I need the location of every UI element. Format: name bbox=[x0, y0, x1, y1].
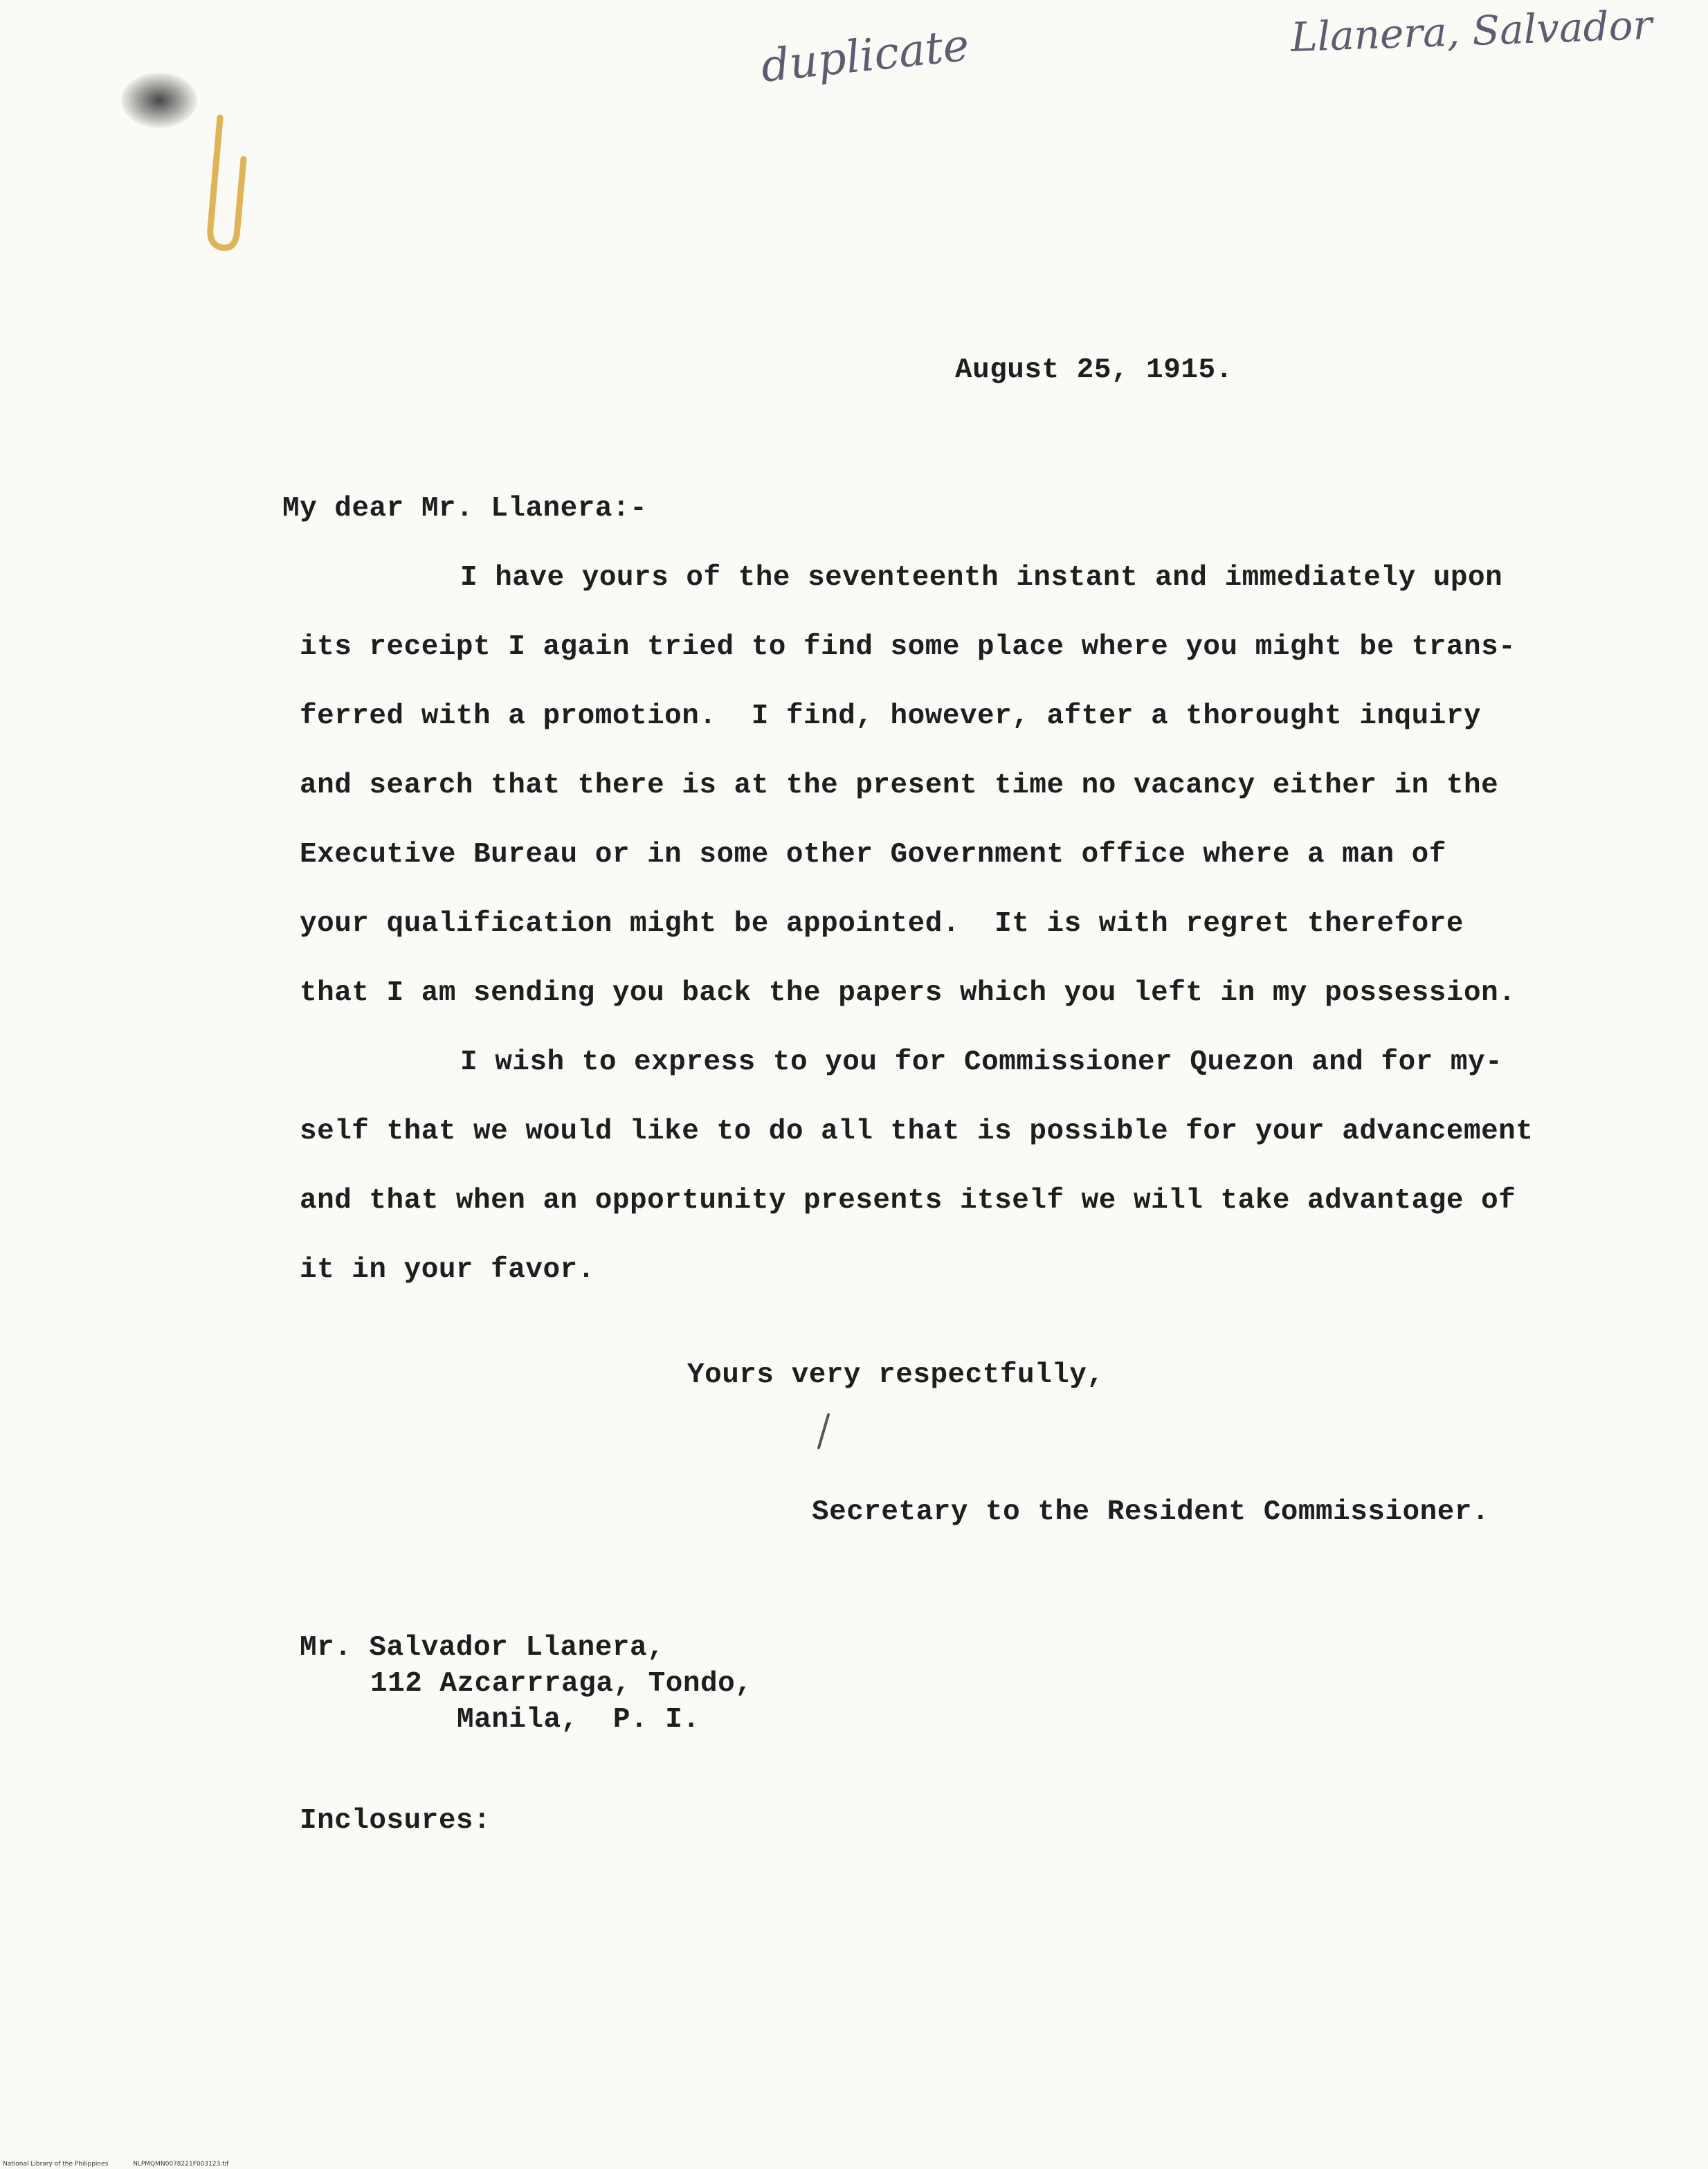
body-line: ferred with a promotion. I find, however, after a thorought inquiry bbox=[300, 700, 1482, 732]
enclosures-label: Inclosures: bbox=[300, 1805, 491, 1837]
signature-title: Secretary to the Resident Commissioner. bbox=[812, 1496, 1490, 1528]
handwritten-duplicate-note: duplicate bbox=[758, 19, 972, 93]
body-line: I wish to express to you for Commissioner Quezon and for my- bbox=[460, 1046, 1503, 1078]
body-line: it in your favor. bbox=[300, 1254, 595, 1286]
body-line: and search that there is at the present time no vacancy either in the bbox=[300, 770, 1499, 801]
salutation: My dear Mr. Llanera:- bbox=[282, 493, 648, 525]
footer-file-id: NLPMQMN0078221F003123.tif bbox=[133, 2161, 229, 2168]
closing: Yours very respectfully, bbox=[687, 1359, 1105, 1391]
body-line: your qualification might be appointed. It is with regret therefore bbox=[300, 908, 1464, 940]
handwritten-name-note: Llanera, Salvador bbox=[1289, 1, 1653, 61]
pen-mark bbox=[813, 1412, 834, 1453]
body-line: and that when an opportunity presents itself we will take advantage of bbox=[300, 1185, 1516, 1217]
paper-clip-mark bbox=[201, 104, 277, 270]
footer-institution: National Library of the Philippines bbox=[3, 2161, 109, 2168]
body-line: self that we would like to do all that is possible for your advancement bbox=[300, 1116, 1534, 1147]
recipient-street: 112 Azcarrraga, Tondo, bbox=[370, 1668, 753, 1700]
ink-stain bbox=[121, 73, 197, 128]
body-line: its receipt I again tried to find some place where you might be trans- bbox=[300, 631, 1516, 663]
body-line: I have yours of the seventeenth instant and immediately upon bbox=[460, 562, 1503, 594]
body-line: that I am sending you back the papers which you left in my possession. bbox=[300, 977, 1516, 1009]
body-line: Executive Bureau or in some other Government office where a man of bbox=[300, 839, 1446, 871]
scan-footer bbox=[3, 2161, 228, 2168]
letter-date: August 25, 1915. bbox=[955, 354, 1233, 386]
recipient-name: Mr. Salvador Llanera, bbox=[300, 1632, 665, 1664]
recipient-city: Manila, P. I. bbox=[457, 1704, 700, 1736]
